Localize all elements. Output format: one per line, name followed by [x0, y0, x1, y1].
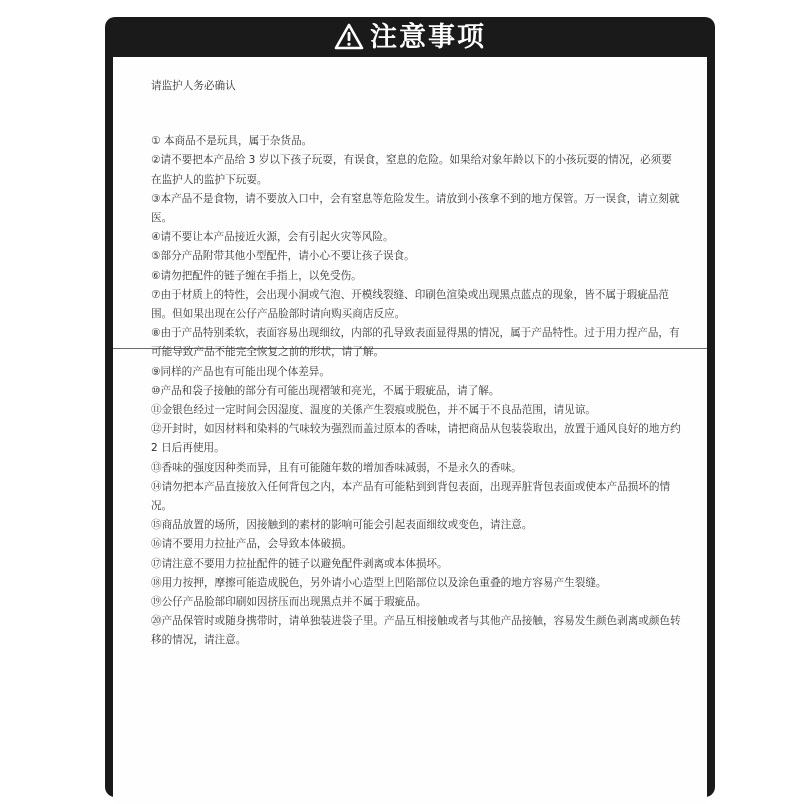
- notice-paper: [113, 57, 707, 804]
- note-item: ③本产品不是食物，请不要放入口中，会有窒息等危险发生。请放到小孩拿不到的地方保管。万一误食，请立刻就医。: [151, 192, 680, 225]
- notice-content: [151, 77, 681, 651]
- note-item: ⑫开封时，如因材料和染料的气味较为强烈而盖过原本的香味，请把商品从包装袋取出，放置于通风良好的地方约 2 日后再使用。: [151, 423, 681, 455]
- page-title: 注意事项: [370, 21, 486, 53]
- note-item: ⑯请不要用力拉扯产品，会导致本体破损。: [151, 538, 353, 551]
- note-item: ⑧由于产品特别柔软，表面容易出现细纹，内部的孔导致表面显得黑的情况，属于产品特性。过于用力捏产品，有可能导致产品不能完全恢复之前的形状，请了解。: [151, 327, 680, 359]
- note-item: ⑭请勿把本产品直接放入任何背包之内，本产品有可能粘到到背包表面，出现弄脏背包表面或使本产品损坏的情况。: [151, 480, 671, 513]
- note-item: ⑥请勿把配件的链子缠在手指上，以免受伤。: [151, 269, 362, 282]
- note-item: ⑱用力按押，摩擦可能造成脱色，另外请小心造型上凹陷部位以及涂色重叠的地方容易产生裂缝。: [151, 576, 607, 589]
- note-item: ⑲公仔产品脸部印刷如因挤压而出现黑点并不属于瑕疵品。: [151, 596, 427, 609]
- note-item: ⑮商品放置的场所，因接触到的素材的影响可能会引起表面细纹或变色，请注意。: [151, 519, 533, 532]
- note-item: ⑨同样的产品也有可能出现个体差异。: [151, 365, 330, 378]
- note-item: ⑩产品和袋子接触的部分有可能出现褶皱和亮光，不属于瑕疵品，请了解。: [151, 384, 500, 397]
- title-bar: [105, 17, 715, 57]
- note-item: ⑰请注意不要用力拉扯配件的链子以避免配件剥离或本体损坏。: [151, 557, 448, 570]
- note-item: ⑪金银色经过一定时间会因湿度、温度的关係产生裂痕或脱色，并不属于不良品范围，请见谅。: [151, 404, 596, 417]
- warning-triangle-icon: [334, 22, 364, 52]
- note-item: ②请不要把本产品给 3 岁以下孩子玩耍，有误食，窒息的危险。如果给对象年龄以下的小孩玩耍的情况，必须要在监护人的监护下玩耍。: [151, 154, 672, 186]
- note-item: ④请不要让本产品接近火源，会有引起火灾等风险。: [151, 231, 394, 244]
- notice-frame: [105, 17, 715, 797]
- note-item: ⑦由于材质上的特性，会出现小洞或气泡、开模线裂缝、印刷色渲染或出现黑点蓝点的现象，皆不属于瑕疵品范围。但如果出现在公仔产品脸部时请向购买商店反应。: [151, 288, 669, 321]
- note-item: ⑤部分产品附带其他小型配件，请小心不要让孩子误食。: [151, 250, 415, 263]
- intro-text: 请监护人务必确认: [151, 80, 236, 92]
- note-item: ⑬香味的强度因种类而异，且有可能随年数的增加香味减弱，不是永久的香味。: [151, 461, 522, 474]
- notes-list: [151, 132, 681, 650]
- note-item: ⑳产品保管时或随身携带时，请单独装进袋子里。产品互相接触或者与其他产品接触，容易发生颜色剥离或颜色转移的情况，请注意。: [151, 615, 681, 647]
- note-item: ① 本商品不是玩具，属于杂货品。: [151, 135, 313, 148]
